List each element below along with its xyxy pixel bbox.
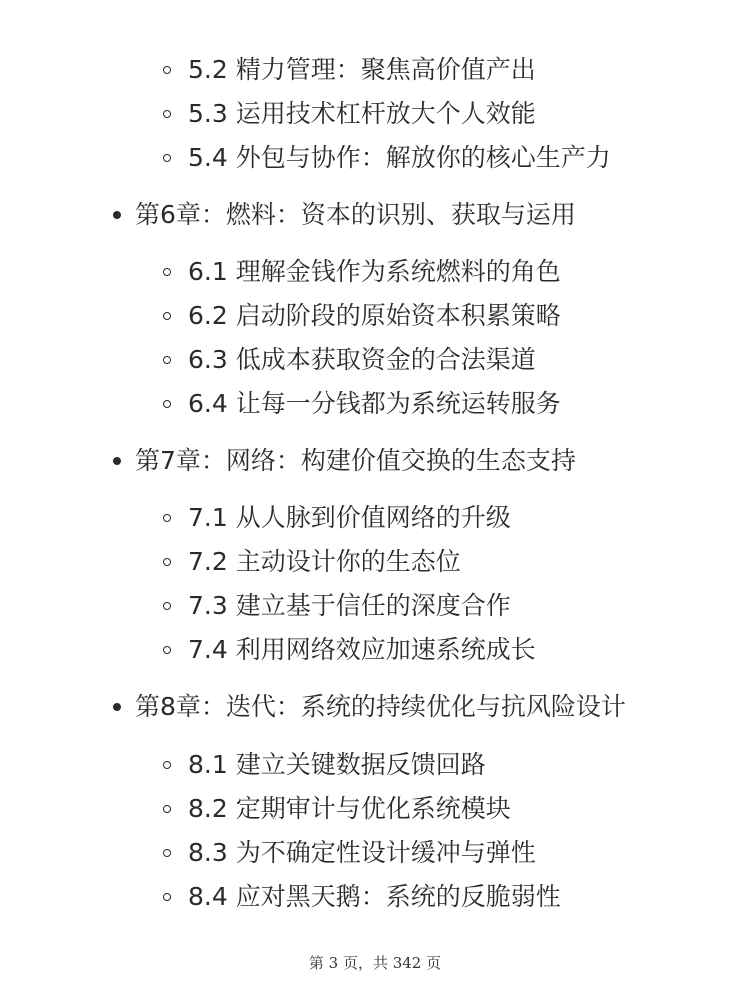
hollow-circle-bullet-icon bbox=[163, 66, 171, 74]
toc-entry-text: 5.2 精力管理：聚焦高价值产出 bbox=[188, 55, 536, 84]
toc-entry-text: 5.4 外包与协作：解放你的核心生产力 bbox=[188, 143, 611, 172]
toc-entry-text: 第7章：网络：构建价值交换的生态支持 bbox=[135, 446, 576, 475]
filled-disc-bullet-icon bbox=[113, 457, 121, 465]
toc-entry-text: 第8章：迭代：系统的持续优化与抗风险设计 bbox=[135, 692, 626, 721]
filled-disc-bullet-icon bbox=[113, 211, 121, 219]
hollow-circle-bullet-icon bbox=[163, 154, 171, 162]
toc-entry-text: 7.3 建立基于信任的深度合作 bbox=[188, 591, 511, 620]
hollow-circle-bullet-icon bbox=[163, 893, 171, 901]
hollow-circle-bullet-icon bbox=[163, 849, 171, 857]
hollow-circle-bullet-icon bbox=[163, 514, 171, 522]
hollow-circle-bullet-icon bbox=[163, 356, 171, 364]
toc-entry-text: 6.3 低成本获取资金的合法渠道 bbox=[188, 345, 536, 374]
toc-entry-text: 第6章：燃料：资本的识别、获取与运用 bbox=[135, 200, 576, 229]
toc-entry-text: 8.1 建立关键数据反馈回路 bbox=[188, 750, 486, 779]
toc-entry-text: 8.3 为不确定性设计缓冲与弹性 bbox=[188, 838, 536, 867]
hollow-circle-bullet-icon bbox=[163, 602, 171, 610]
hollow-circle-bullet-icon bbox=[163, 312, 171, 320]
hollow-circle-bullet-icon bbox=[163, 805, 171, 813]
hollow-circle-bullet-icon bbox=[163, 761, 171, 769]
toc-entry-text: 6.2 启动阶段的原始资本积累策略 bbox=[188, 301, 561, 330]
hollow-circle-bullet-icon bbox=[163, 400, 171, 408]
toc-entry-text: 8.4 应对黑天鹅：系统的反脆弱性 bbox=[188, 882, 561, 911]
toc-entry-text: 6.4 让每一分钱都为系统运转服务 bbox=[188, 389, 561, 418]
hollow-circle-bullet-icon bbox=[163, 558, 171, 566]
hollow-circle-bullet-icon bbox=[163, 268, 171, 276]
hollow-circle-bullet-icon bbox=[163, 646, 171, 654]
toc-entry-text: 7.2 主动设计你的生态位 bbox=[188, 547, 461, 576]
toc-entry-text: 7.4 利用网络效应加速系统成长 bbox=[188, 635, 536, 664]
filled-disc-bullet-icon bbox=[113, 703, 121, 711]
toc-entry-text: 7.1 从人脉到价值网络的升级 bbox=[188, 503, 511, 532]
toc-entry-text: 8.2 定期审计与优化系统模块 bbox=[188, 794, 511, 823]
page-number-footer: 第 3 页，共 342 页 bbox=[308, 954, 442, 972]
hollow-circle-bullet-icon bbox=[163, 110, 171, 118]
toc-entry-text: 5.3 运用技术杠杆放大个人效能 bbox=[188, 99, 536, 128]
toc-entry-text: 6.1 理解金钱作为系统燃料的角色 bbox=[188, 257, 561, 286]
